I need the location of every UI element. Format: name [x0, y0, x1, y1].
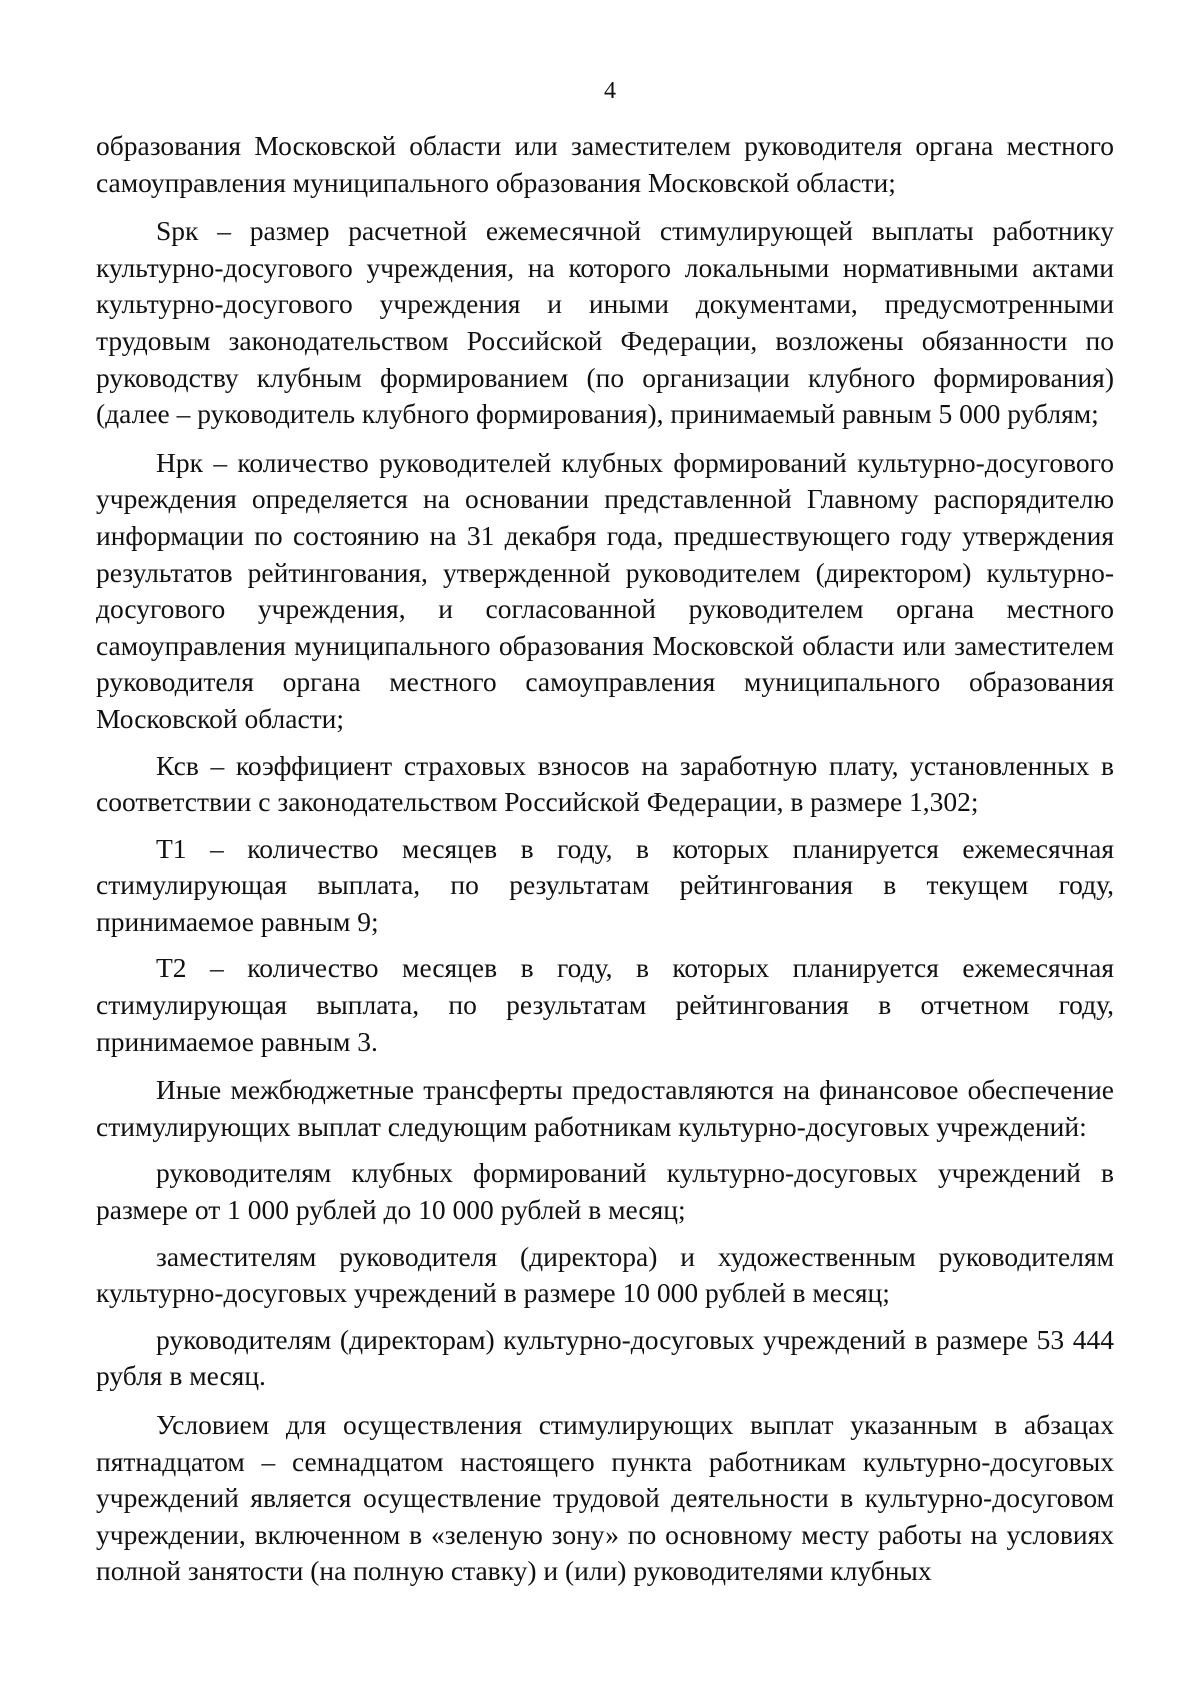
- paragraph: Ксв – коэффициент страховых взносов на заработную плату, установленных в соответствии с законодательством Российской Федерации, в размере 1,302;: [96, 749, 1114, 818]
- paragraph: руководителям клубных формирований культурно-досуговых учреждений в размере от 1 000 рублей до 10 000 рублей в месяц;: [96, 1157, 1114, 1226]
- paragraph: Т1 – количество месяцев в году, в которых планируется ежемесячная стимулирующая выплата, по результатам рейтингования в текущем году, принимаемое равным 9;: [96, 832, 1114, 937]
- paragraph: Нрк – количество руководителей клубных формирований культурно-досугового учреждения определяется на основании представленной Главному распорядителю информации по состоянию на 31 декабря года, предшествующего году утверждения результатов рейтингования, утвержденной руководителем (директором) культурно-досугового учреждения, и согласованной руководителем органа местного самоуправления муниципального образования Московской области или заместителем руководителя органа местного самоуправления муниципального образования Московской области;: [96, 446, 1114, 734]
- page-number: 4: [604, 78, 616, 104]
- paragraph: Условием для осуществления стимулирующих выплат указанным в абзацах пятнадцатом – семнадцатом настоящего пункта работникам культурно-досуговых учреждений является осуществление трудовой деятельности в культурно-досуговом учреждении, включенном в «зеленую зону» по основному месту работы на условиях полной занятости (на полную ставку) и (или) руководителями клубных: [96, 1409, 1114, 1587]
- paragraph: Иные межбюджетные трансферты предоставляются на финансовое обеспечение стимулирующих выплат следующим работникам культурно-досуговых учреждений:: [96, 1074, 1114, 1142]
- paragraph: Т2 – количество месяцев в году, в которых планируется ежемесячная стимулирующая выплата, по результатам рейтингования в отчетном году, принимаемое равным 3.: [96, 952, 1114, 1057]
- document-body: [96, 128, 1114, 1590]
- paragraph: руководителям (директорам) культурно-досуговых учреждений в размере 53 444 рубля в месяц.: [96, 1323, 1114, 1392]
- paragraph: заместителям руководителя (директора) и художественным руководителям культурно-досуговых учреждений в размере 10 000 рублей в месяц;: [96, 1240, 1114, 1309]
- paragraph: образования Московской области или заместителем руководителя органа местного самоуправления муниципального образования Московской области;: [96, 130, 1114, 198]
- paragraph: Spк – размер расчетной ежемесячной стимулирующей выплаты работнику культурно-досугового учреждения, на которого локальными нормативными актами культурно-досугового учреждения и иными документами, предусмотренными трудовым законодательством Российской Федерации, возложены обязанности по руководству клубным формированием (по организации клубного формирования) (далее – руководитель клубного формирования), принимаемый равным 5 000 рублям;: [96, 215, 1114, 430]
